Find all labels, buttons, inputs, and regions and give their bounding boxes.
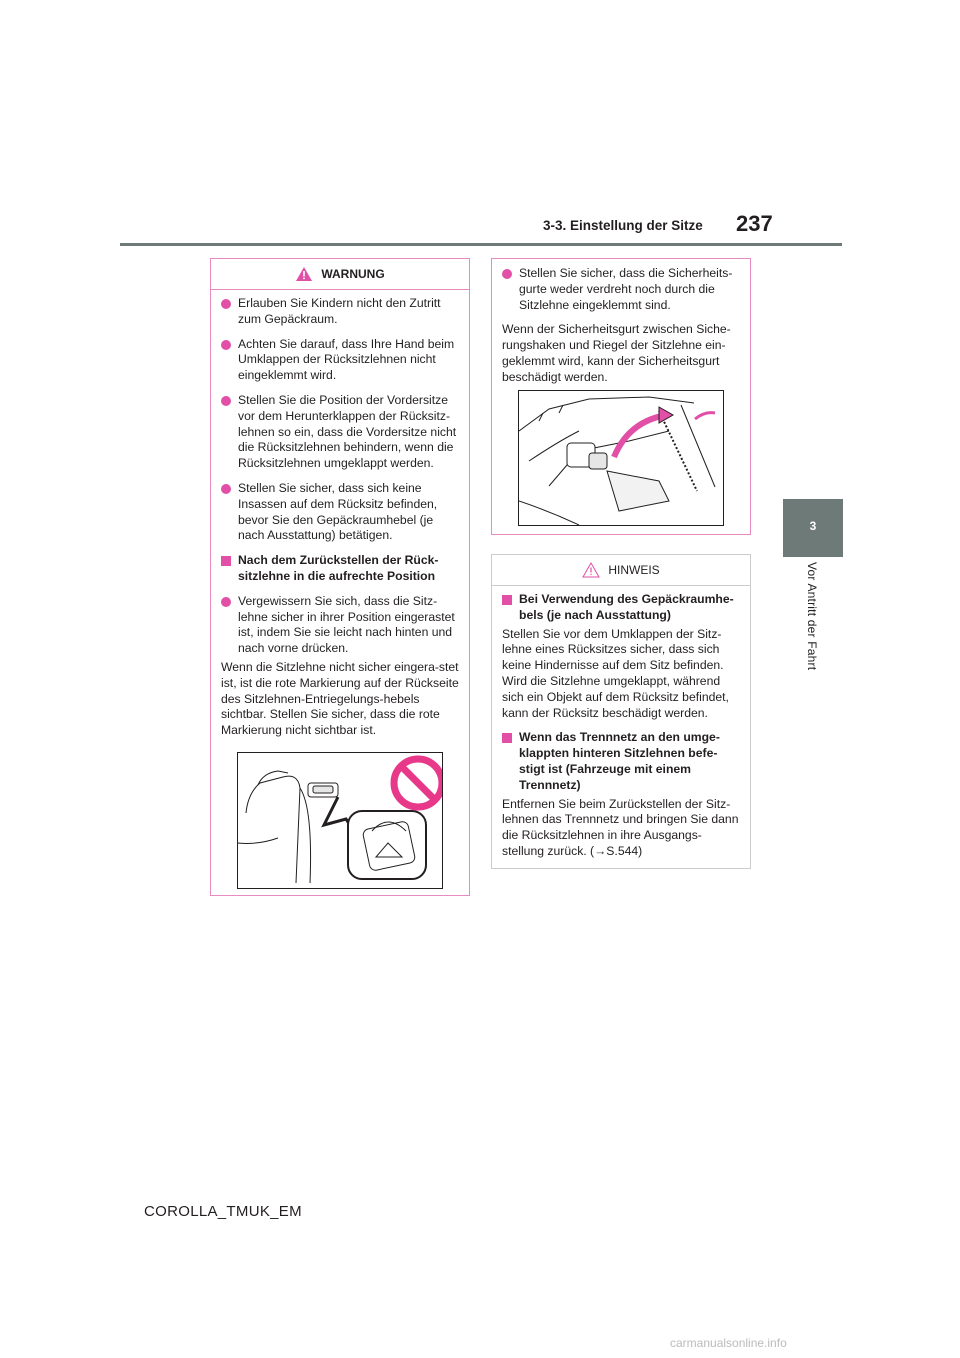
- warning-item: Stellen Sie die Position der Vordersitze vor dem Herunterklappen der Rücksitz-lehnen so ein, dass die Vordersitze nicht die Rücksitzlehnen behindern, wenn die Rücksitzlehnen umgeklappt werden.: [221, 393, 459, 472]
- bullet-icon: [221, 396, 231, 406]
- section-title: 3-3. Einstellung der Sitze: [543, 218, 703, 233]
- chapter-number: 3: [809, 519, 817, 533]
- header-rule: [120, 243, 842, 246]
- notice-header: [492, 555, 750, 586]
- seat-lever-illustration: [237, 752, 443, 889]
- square-bullet-icon: [502, 595, 512, 605]
- warning-triangle-icon: [295, 266, 313, 282]
- warning-item: Vergewissern Sie sich, dass die Sitz-lehne sicher in ihrer Position eingerastet ist, indem Sie sie leicht nach hinten und nach vorne drücken.: [221, 594, 459, 657]
- notice-paragraph: Stellen Sie vor dem Umklappen der Sitz-lehne eines Rücksitzes sicher, dass sich keine Hindernisse auf dem Sitz befinden. Wird die Sitzlehne umgeklappt, während sich ein Objekt auf dem Rücksitz befindet, kann der Rücksitz beschädigt werden.: [502, 626, 729, 720]
- warning-item: Stellen Sie sicher, dass die Sicherheits-gurte weder verdreht noch durch die Sitzlehne eingeklemmt sind.: [502, 266, 740, 313]
- warning-paragraph: Wenn der Sicherheitsgurt zwischen Siche-rungshaken und Riegel der Sitzlehne ein-geklemmt wird, kann der Sicherheitsgurt beschädigt werden.: [502, 322, 731, 384]
- warning-header: [211, 259, 469, 290]
- chapter-tab[interactable]: [783, 499, 843, 557]
- notice-heading: Bei Verwendung des Gepäckraumhe-bels (je nach Ausstattung): [502, 592, 740, 624]
- notice-heading: Wenn das Trennnetz an den umge-klappten hinteren Sitzlehnen befe-stigt ist (Fahrzeuge mit einem Trennnetz): [502, 730, 740, 793]
- warning-item: Erlauben Sie Kindern nicht den Zutritt zum Gepäckraum.: [221, 296, 459, 328]
- watermark[interactable]: carmanualsonline.info: [670, 1336, 787, 1350]
- model-code: COROLLA_TMUK_EM: [144, 1203, 302, 1220]
- bullet-icon: [221, 484, 231, 494]
- bullet-icon: [221, 340, 231, 350]
- page-number: 237: [736, 211, 773, 236]
- chapter-label: Vor Antritt der Fahrt: [805, 562, 819, 671]
- caution-triangle-icon: [582, 562, 600, 578]
- bullet-icon: [502, 269, 512, 279]
- bullet-icon: [221, 597, 231, 607]
- bullet-icon: [221, 299, 231, 309]
- warning-item: Stellen Sie sicher, dass sich keine Insassen auf dem Rücksitz befinden, bevor Sie den Gepäckraumhebel (je nach Ausstattung) betätigen.: [221, 481, 459, 544]
- notice-paragraph: Entfernen Sie beim Zurückstellen der Sitz-lehnen das Trennnetz und bringen Sie dann die Rücksitzlehnen in ihre Ausgangs-stellung zurück. (→S.544): [502, 796, 739, 858]
- seatbelt-illustration: [518, 390, 724, 526]
- warning-subheading: Nach dem Zurückstellen der Rück-sitzlehne in die aufrechte Position: [221, 553, 459, 585]
- warning-paragraph: Wenn die Sitzlehne nicht sicher eingera-stet ist, ist die rote Markierung auf der Rückseite des Sitzlehnen-Entriegelungs-hebels sichtbar. Stellen Sie sicher, dass die rote Markierung nicht sichtbar ist.: [221, 659, 459, 738]
- square-bullet-icon: [502, 733, 512, 743]
- notice-box: [491, 554, 751, 869]
- notice-title: HINWEIS: [608, 563, 660, 577]
- square-bullet-icon: [221, 556, 231, 566]
- warning-title: WARNUNG: [321, 267, 385, 281]
- warning-item: Achten Sie darauf, dass Ihre Hand beim Umklappen der Rücksitzlehnen nicht eingeklemmt wird.: [221, 337, 459, 384]
